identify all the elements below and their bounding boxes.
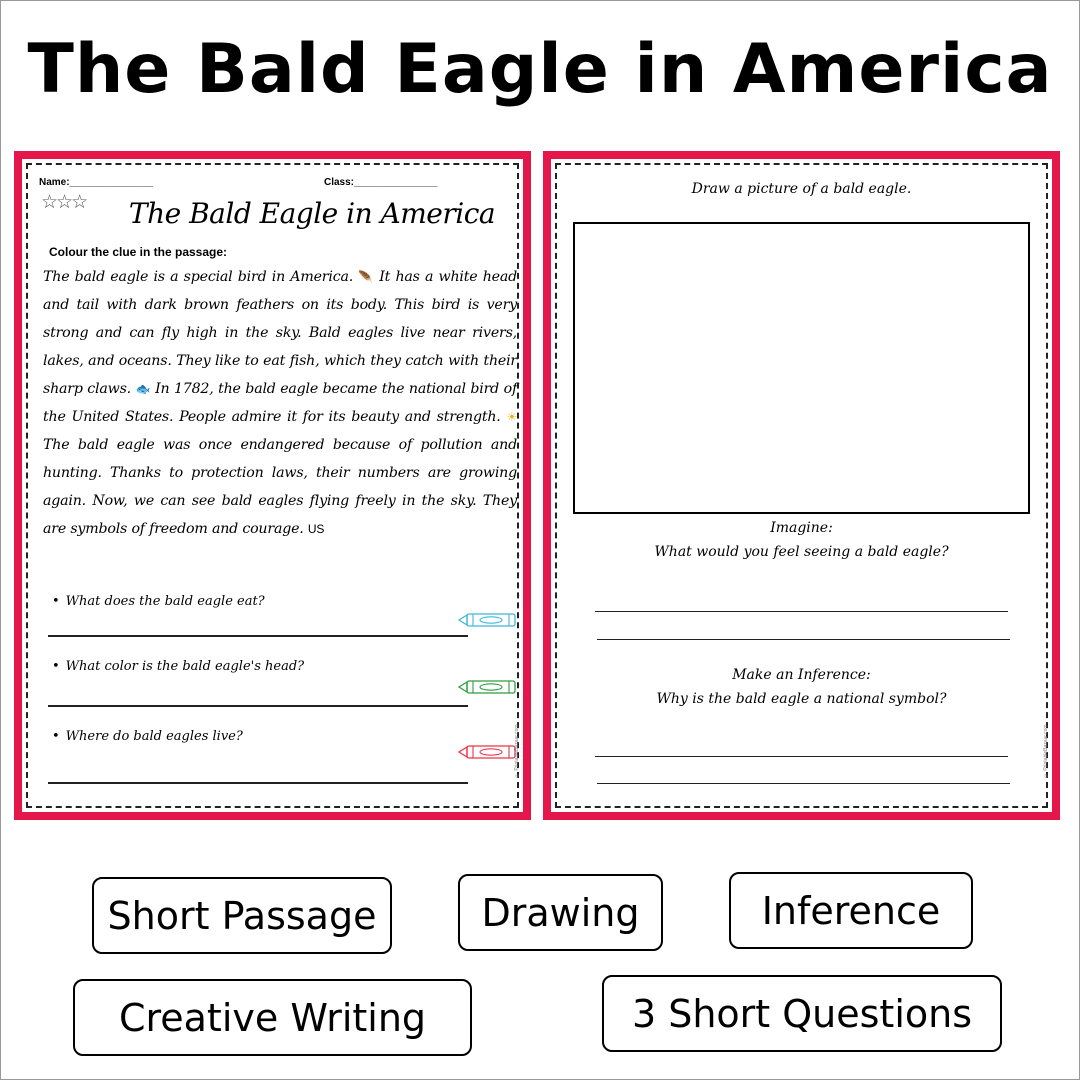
answer-line[interactable] [597,639,1010,640]
drawing-box[interactable] [573,222,1030,514]
answer-line[interactable] [597,783,1010,784]
question-1: • What does the bald eagle eat? [52,594,265,609]
worksheet-page-inner [22,159,523,812]
passage-part: The bald eagle is a special bird in America. [43,269,359,285]
watermark: © PrintableBazaar.com [1043,724,1049,778]
worksheet-page-activities [543,151,1060,820]
class-label: Class:_______________ [324,177,438,188]
stars-icon: ☆☆☆ [41,191,87,213]
answer-line[interactable] [48,782,468,784]
inference-question: Why is the bald eagle a national symbol? [656,691,947,707]
flag-label: US [307,522,325,536]
crayon-icon [458,744,518,760]
sun-icon: ☀ [506,410,517,424]
name-label: Name:_______________ [39,177,153,188]
answer-line[interactable] [48,705,468,707]
imagine-question: What would you feel seeing a bald eagle? [654,544,949,560]
crayon-icon [458,612,518,628]
passage-text [43,263,517,543]
draw-prompt: Draw a picture of a bald eagle. [691,181,912,197]
tag-short-passage: Short Passage [92,877,392,954]
watermark: © PrintableBazaar.com [514,724,520,778]
question-3: • Where do bald eagles live? [52,729,243,744]
answer-line[interactable] [48,635,468,637]
passage-part: In 1782, the bald eagle became the national bird of the United States. People admire it for its beauty and strength. [43,381,517,425]
answer-line[interactable] [595,611,1008,612]
worksheet-page-passage [14,151,531,820]
tag-drawing: Drawing [458,874,663,951]
product-title: The Bald Eagle in America [27,30,1053,109]
passage-part: The bald eagle was once endangered because of pollution and hunting. Thanks to protection laws, their numbers are growing again. Now, we can see bald eagles flying freely in the sky. They are symbols of freedom and courage. [43,437,517,537]
inference-heading: Make an Inference: [732,667,871,683]
answer-line[interactable] [595,756,1008,757]
fish-icon: 🐟 [135,382,151,396]
question-2: • What color is the bald eagle's head? [52,659,305,674]
instruction-text: Colour the clue in the passage: [49,245,228,259]
feather-icon: 🪶 [358,270,374,284]
worksheet-title: The Bald Eagle in America [128,197,496,230]
tag-creative-writing: Creative Writing [73,979,472,1056]
passage-part: It has a white head and tail with dark brown feathers on its body. This bird is very strong and can fly high in the sky. Bald eagles live near rivers, lakes, and oceans. They like to eat fish, which they catch with their sharp claws. [43,269,517,397]
worksheet-page-inner [551,159,1052,812]
crayon-icon [458,679,518,695]
tag-inference: Inference [729,872,973,949]
imagine-heading: Imagine: [770,520,833,536]
tag-3-short-questions: 3 Short Questions [602,975,1002,1052]
